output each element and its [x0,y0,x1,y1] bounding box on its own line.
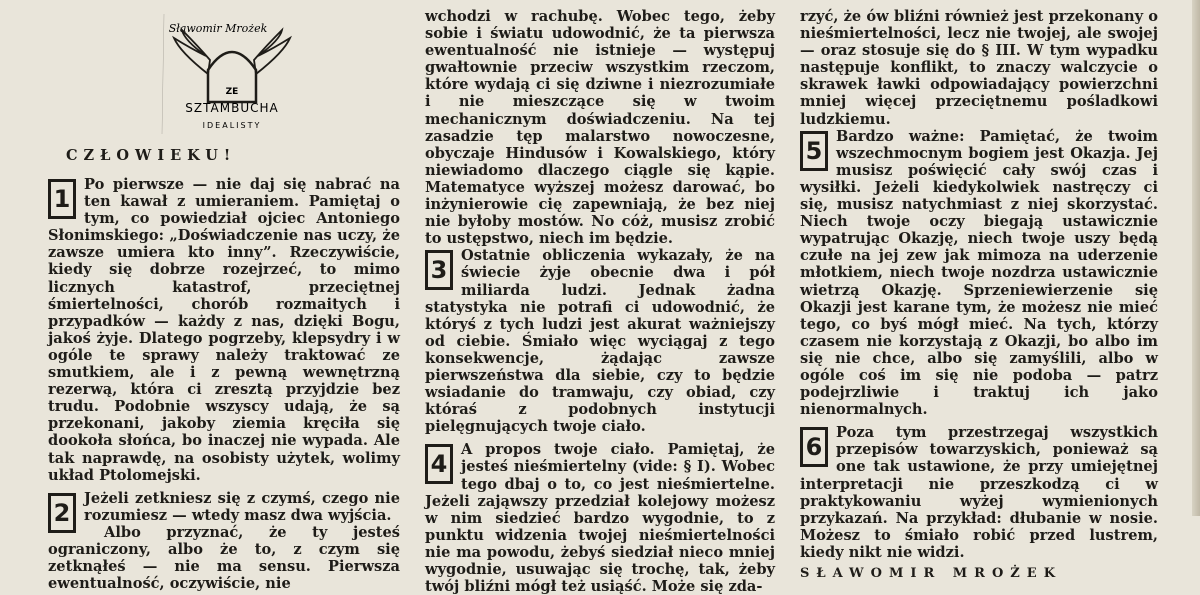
paragraph-number-6: 6 [800,427,828,467]
paragraph-2-continued: Albo przyznać, że ty jesteś ograniczony, albo że to, z czym się zetknąłeś — nie ma sensu. Pierwsza ewentualność, oczywiście, nie [48,523,400,593]
paragraph-6-text: Poza tym przestrzegaj wszystkich przepisów towarzyskich, ponieważ są one tak ustawione, że przy umiejętnej interpretacji nie przeszkodzą ci w praktykowaniu wyżej wymienionych przykazań. Na przykład: dłubanie w nosie. Możesz to śmiało robić przed lustrem, kiedy nikt nie widzi. [800,424,1158,561]
paragraph-3 [425,247,775,435]
paragraph-6 [800,424,1158,561]
paragraph-5 [800,128,1158,419]
column-2-continuation: wchodzi w rachubę. Wobec tego, żeby sobie i światu udowodnić, że ta pierwsza ewentualność nie istnieje — występuj gwałtownie przeciw wszystkim rzeczom, które wydają ci się dziwne i niezrozumiałe i nie mieszczące się w twoim mechanicznym doświadczeniu. Na tej zasadzie tęp malarstwo nowoczesne, obyczaje Hindusów i Kowalskiego, który niewiadomo dlaczego ciągle się kąpie. Matematyce wyższej możesz darować, bo inżynierowie cię zapewniają, że bez niej nie byłoby mostów. No cóż, musisz zrobić to ustępstwo, niech im będzie. [425,8,775,248]
logo-subtitle: IDEALISTY [202,121,262,130]
winged-tombstone-logo [160,12,300,137]
article-heading: CZŁOWIEKU! [66,147,237,164]
column-3 [800,8,1158,582]
paragraph-2-text: Jeżeli zetkniesz się z czymś, czego nie rozumiesz — wtedy masz dwa wyjścia. [84,489,400,524]
column-1 [48,176,400,592]
paragraph-3-text: Ostatnie obliczenia wykazały, że na świecie żyje obecnie dwa i pół miliarda ludzi. Jednak żadna statystyka nie potrafi ci udowodnić, że któryś z tych ludzi jest akurat ważniejszy od ciebie. Śmiało więc wyciągaj z tego konsekwencje, żądając zawsze pierwszeństwa dla siebie, czy to będzie wsiadanie do tramwaju, czy obiad, czy któraś z podobnych instytucji pielęgnujących twoje ciało. [425,247,775,436]
logo-title: SZTAMBUCHA [185,101,279,115]
paragraph-number-1: 1 [48,179,76,219]
paragraph-4-text: A propos twoje ciało. Pamiętaj, że jesteś nieśmiertelny (vide: § I). Wobec tego dbaj o to, co jest nieśmiertelne. Jeżeli zająwszy przedział kolejowy możesz w nim siedzieć bardzo wygodnie, to z punktu widzenia twojej nieśmiertelności nie ma powodu, żebyś siedział nieco mniej wygodnie, usuwając się trochę, tak, żeby twój bliźni mógł też usiąść. Może się zda- [425,441,775,595]
page-edge [1192,0,1200,516]
paragraph-number-3: 3 [425,250,453,290]
logo-ze: ZE [225,87,239,97]
paragraph-5-text: Bardzo ważne: Pamiętać, że twoim wszechmocnym bogiem jest Okazja. Jej musisz poświęcić cały swój czas i wysiłki. Jeżeli kiedykolwiek nastręczy ci się, musisz natychmiast z niej skorzystać. Niech twoje oczy biegają ustawicznie wypatrując Okazję, niech twoje uszy będą czułe na jej zew jak mimoza na uderzenie młotkiem, niech twoje nozdrza ustawicznie wietrzą Okazję. Sprzeniewierzenie się Okazji jest karane tym, że możesz nie mieć tego, co byś mógł mieć. Na tych, którzy czasem nie korzystają z Okazji, bo albo im się nie chce, albo się zamyślili, albo w ogóle coś im się nie podoba — patrz podejrzliwie i traktuj ich jako nienormalnych. [800,127,1158,419]
paragraph-number-2: 2 [48,493,76,533]
paragraph-1 [48,176,400,484]
author-signature: SŁAWOMIR MROŻEK [800,566,1062,581]
paragraph-4 [425,441,775,595]
paragraph-1-text: Po pierwsze — nie daj się nabrać na ten kawał z umieraniem. Pamiętaj o tym, co powiedział ojciec Antoniego Słonimskiego: „Doświadczenie nas uczy, że zawsze umiera kto inny”. Rzeczywiście, kiedy się dobrze rozejrzeć, to mimo licznych katastrof, przeciętnej śmiertelności, chorób rozmaitych i przypadków — każdy z nas, dzięki Bogu, jakoś żyje. Dlatego pogrzeby, klepsydry i w ogóle te sprawy należy traktować ze smutkiem, ale i z pewną wewnętrzną rezerwą, która ci zresztą przyjdzie bez trudu. Podobnie wszyscy udają, że są przekonani, jakoby ziemia kręciła się dookoła słońca, bo inaczej nie wypada. Ale tak naprawdę, na osobisty użytek, wolimy układ Ptolomejski. [48,176,400,484]
paragraph-number-5: 5 [800,131,828,171]
column-3-continuation: rzyć, że ów bliźni również jest przekonany o nieśmiertelności, lecz nie twojej, ale swojej — oraz stosuje się do § III. W tym wypadku następuje konflikt, to znaczy walczycie o skrawek ławki odpowiadający powierzchni mniej więcej przeciętnemu pośladkowi ludzkiemu. [800,8,1158,128]
paragraph-2 [48,490,400,593]
logo-author-script: Sławomir Mrożek [168,22,268,35]
column-2 [425,8,775,595]
paragraph-number-4: 4 [425,444,453,484]
